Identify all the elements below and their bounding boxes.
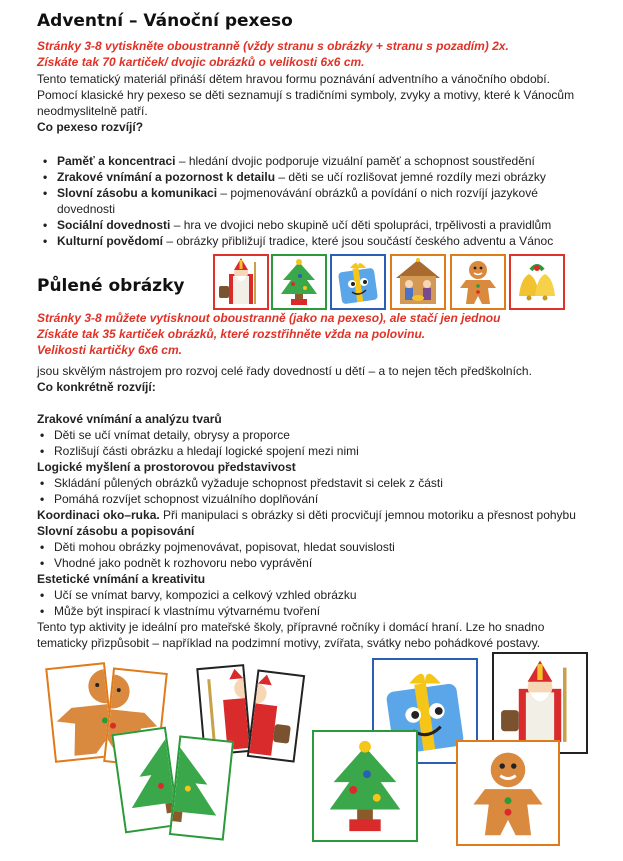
st-nicholas-icon (249, 672, 303, 761)
list-item: • Zrakové vnímání a pozornost k detailu – děti se učí rozlišovat jemné rozdíly mezi obrázky (57, 169, 617, 185)
list-item: • Děti mohou obrázky pojmenovávat, popisovat, hledat souvislosti (54, 539, 617, 555)
section2-title: Půlené obrázky (37, 276, 185, 296)
section2-question: Co konkrétně rozvíjí: (37, 380, 156, 394)
card-nativity (390, 254, 446, 310)
list-item: • Děti se učí vnímat detaily, obrysy a proporce (54, 427, 617, 443)
st-nicholas-icon (494, 654, 586, 752)
section1-title: Adventní – Vánoční pexeso (37, 11, 293, 31)
group-heading: Zrakové vnímání a analýzu tvarů (37, 412, 222, 426)
list-item: • Kulturní povědomí – obrázky přibližují tradice, které jsou součástí českého adventu a Vánoc (57, 233, 617, 249)
group-heading: Logické myšlení a prostorovou představivost (37, 460, 296, 474)
group-heading: Estetické vnímání a kreativitu (37, 572, 206, 586)
section1-intro: Tento tematický materiál přináší dětem hravou formu poznávání adventního a vánočního období. Pomocí klasické hry pexeso se děti seznamují s tradičními symboly, zvyky a motivy, které k Vánocům neodmyslitelně patří. Co pexeso rozvíjí? (37, 71, 617, 135)
list-item: • Rozlišují části obrázku a hledají logické spojení mezi nimi (54, 443, 617, 459)
gift-box-icon (332, 256, 384, 308)
list-item: • Vhodné jako podnět k rozhovoru nebo vyprávění (54, 555, 617, 571)
half-card-st-nicholas-right (247, 669, 305, 762)
section2-benefits (37, 411, 617, 651)
half-card-tree-left (111, 727, 179, 834)
group-heading: Slovní zásobu a popisování (37, 524, 195, 538)
bells-icon (511, 256, 563, 308)
christmas-tree-icon (273, 256, 325, 308)
st-nicholas-icon (215, 256, 267, 308)
section2-outro: Tento typ aktivity je ideální pro mateřské školy, přípravné ročníky i domácí hraní. Lze ho snadno tematicky přizpůsobit – například na podzimní motivy, zvířata, svátky nebo pohádkové postavy. (37, 620, 545, 650)
christmas-tree-icon (114, 729, 178, 831)
list-item: • Může být inspirací k vlastnímu výtvarnému tvoření (54, 603, 617, 619)
list-item: • Slovní zásobu a komunikaci – pojmenovávání obrázků a povídání o nich rozvíjí jazykové (57, 185, 617, 201)
group-heading-inline: Koordinaci oko–ruka. Při manipulaci s obrázky si děti procvičují jemnou motoriku a přesnost pohybu (37, 508, 576, 522)
list-item: • Paměť a koncentraci – hledání dvojic podporuje vizuální paměť a schopnost soustředění (57, 153, 617, 169)
list-item: • Skládání půlených obrázků vyžaduje schopnost představit si celek z části (54, 475, 617, 491)
card-st-nicholas (213, 254, 269, 310)
section2-intro: jsou skvělým nástrojem pro rozvoj celé řady dovedností u dětí – a to nejen těch předškolních. Co konkrétně rozvíjí: (37, 363, 617, 395)
half-card-tree-right (169, 735, 234, 840)
card-christmas-tree (271, 254, 327, 310)
list-item-continuation: dovednosti (57, 202, 116, 216)
gingerbread-icon (452, 256, 504, 308)
section2-print-instructions: Stránky 3-8 můžete vytisknout oboustranně (jako na pexeso), ale stačí jen jednou Získáte tak 35 kartiček obrázků, které rozstřihněte vždа na polovinu. Velikosti kartičky 6x6 cm. (37, 311, 501, 357)
card-gift-box (330, 254, 386, 310)
list-item: • Sociální dovednosti – hra ve dvojici nebo skupině učí děti spolupráci, trpělivosti a pravidlům (57, 217, 617, 233)
nativity-icon (392, 256, 444, 308)
card-st-nicholas-large (492, 652, 588, 754)
section1-print-instructions: Stránky 3-8 vytiskněte oboustranně (vždy stranu s obrázky + stranu s pozadím) 2x. Získáte tak 70 kartiček/ dvojic obrázků o velikosti 6x6 cm. (37, 39, 509, 69)
christmas-tree-icon (171, 738, 232, 839)
card-bells (509, 254, 565, 310)
gingerbread-icon (458, 742, 558, 844)
card-gingerbread (450, 254, 506, 310)
section1-question: Co pexeso rozvíjí? (37, 120, 144, 134)
card-gingerbread-large (456, 740, 560, 846)
card-tree-large (312, 730, 418, 842)
gingerbread-icon (47, 664, 112, 760)
list-item: • Učí se vnímat barvy, kompozici a celkový vzhled obrázku (54, 587, 617, 603)
christmas-tree-icon (314, 732, 416, 840)
section1-benefits-list (57, 153, 617, 249)
list-item: • Pomáhá rozvíjet schopnost vizuálního doplňování (54, 491, 617, 507)
